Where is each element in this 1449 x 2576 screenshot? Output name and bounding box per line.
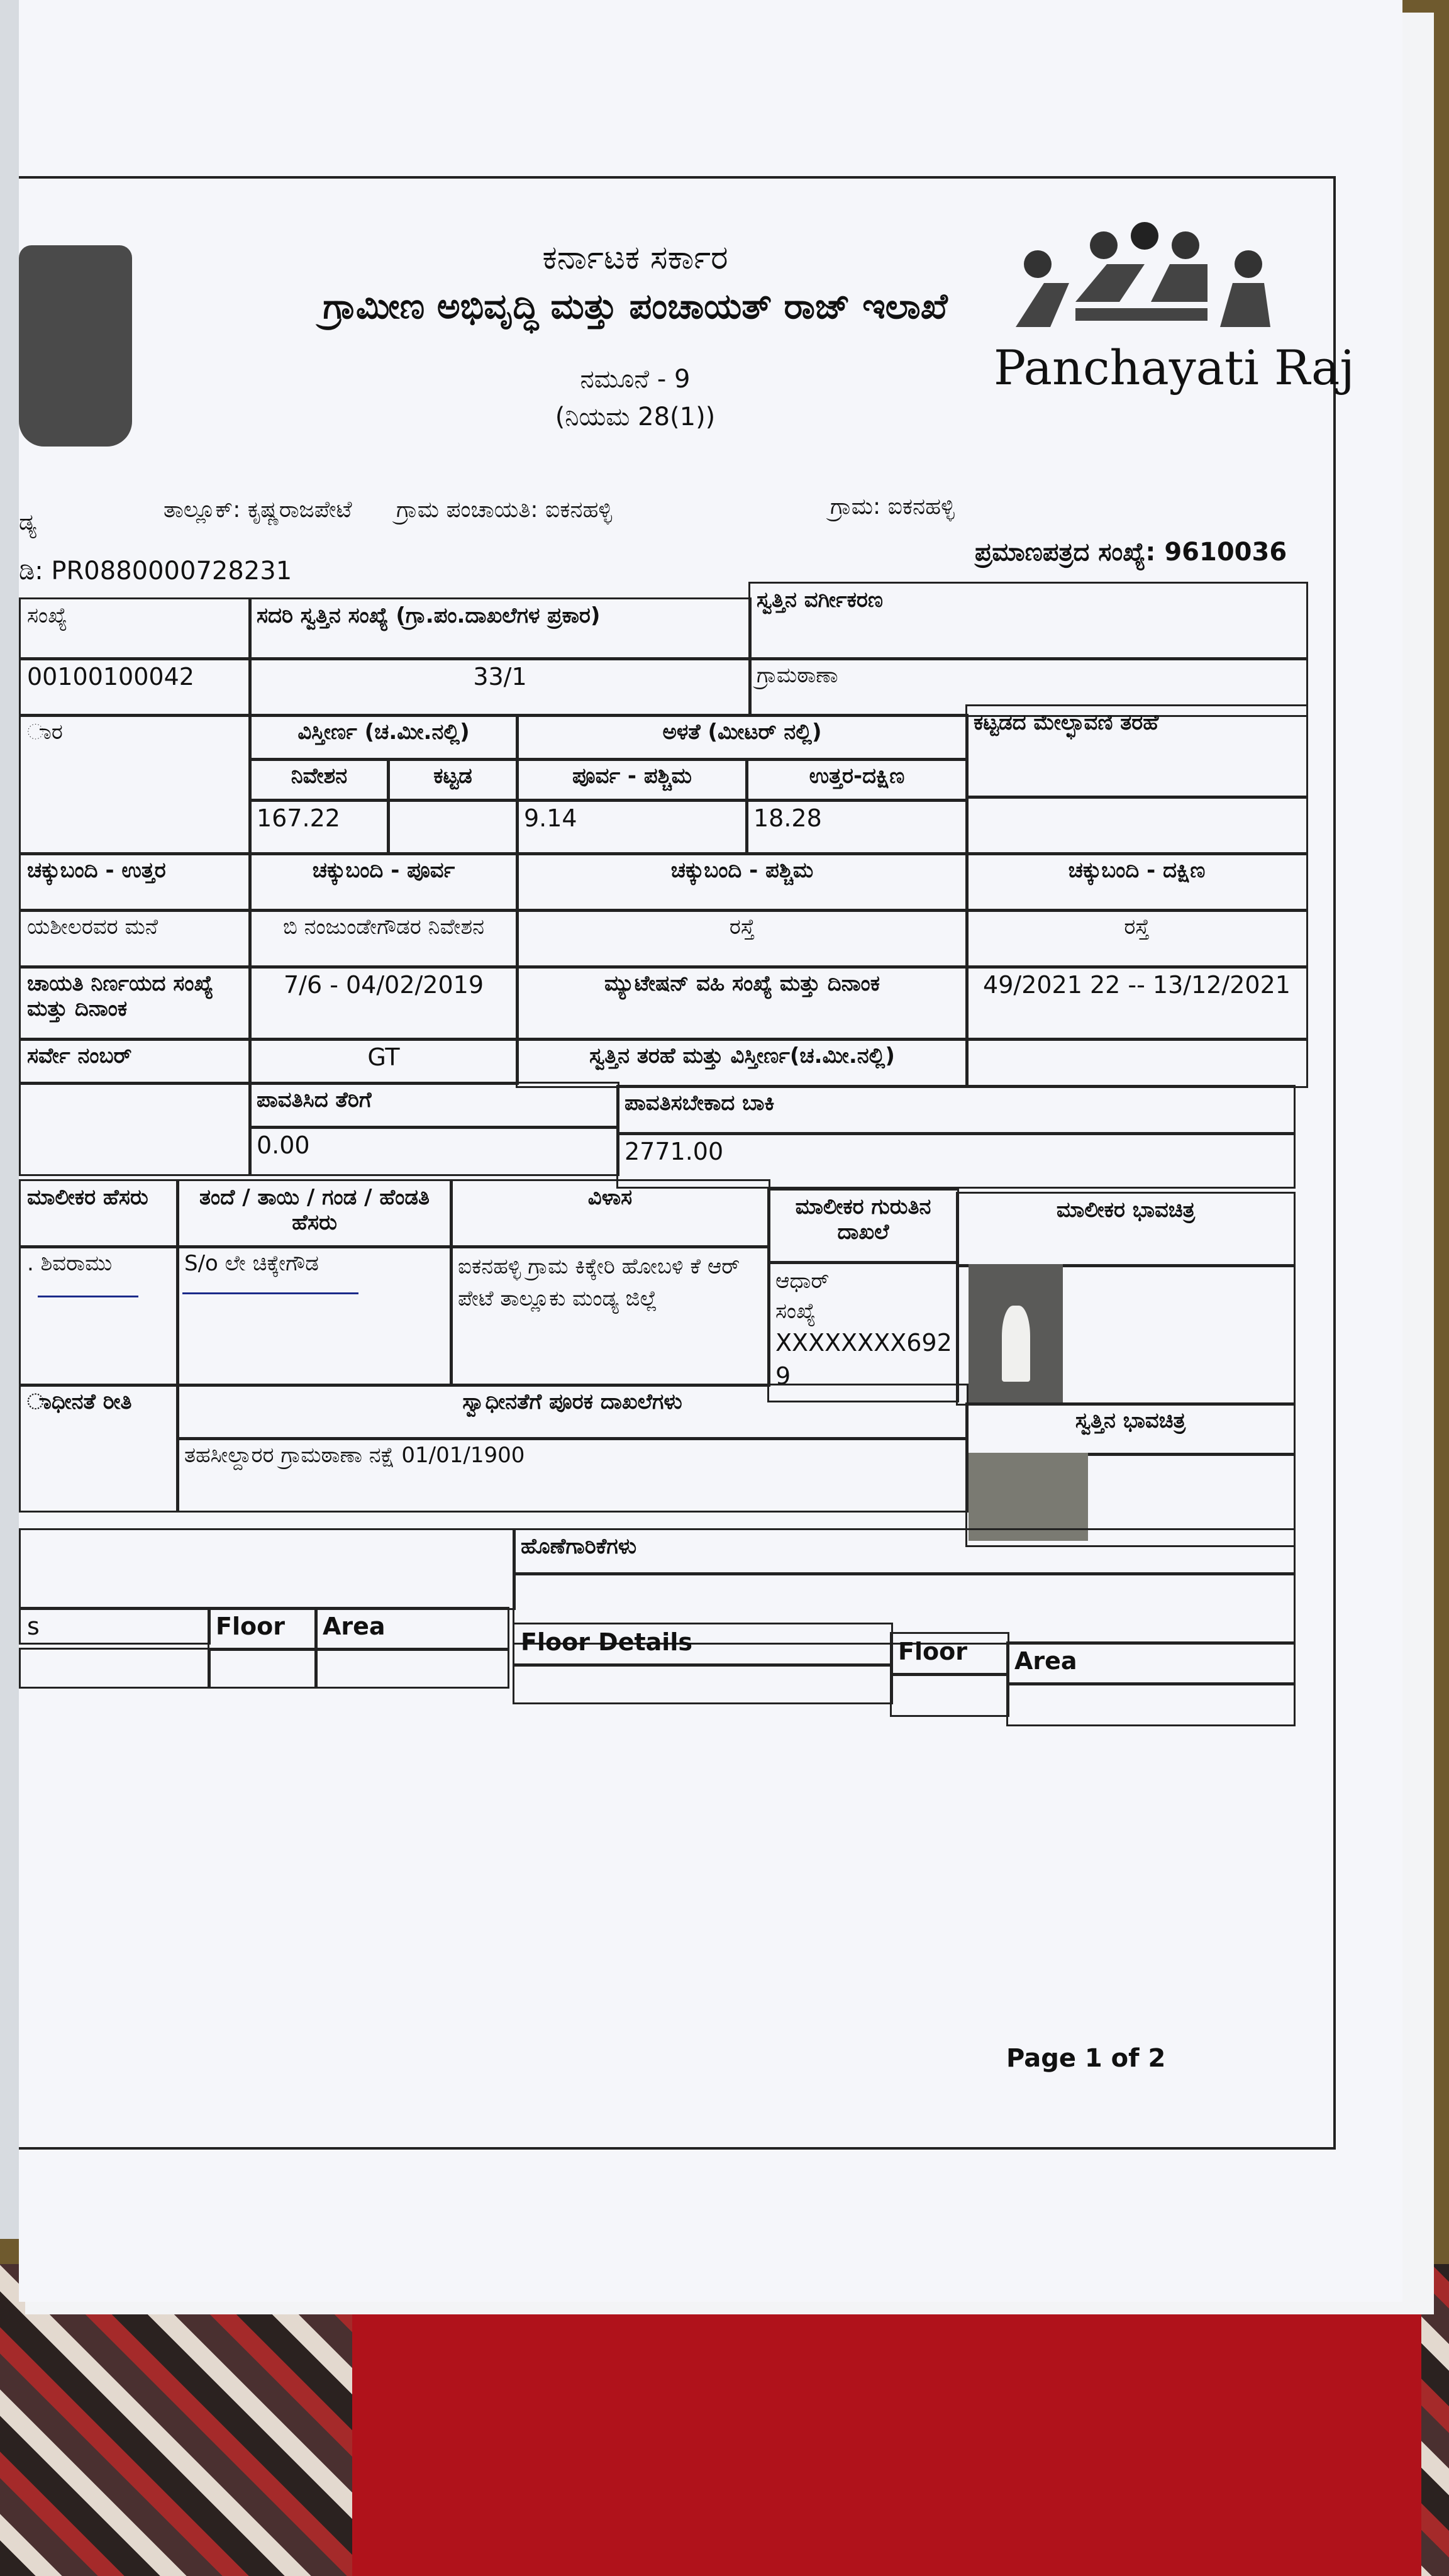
mutation-value: 49/2021 22 -- 13/12/2021 — [965, 965, 1308, 1041]
id-proof-sub: ಸಂಖ್ಯೆ — [775, 1298, 816, 1324]
boundary-west-value: ರಸ್ತೆ — [516, 909, 969, 969]
east-west-label: ಪೂರ್ವ - ಪಶ್ಚಿಮ — [516, 758, 748, 802]
resolution-label: ಚಾಯತಿ ನಿರ್ಣಯದ ಸಂಖ್ಯೆ ಮತ್ತು ದಿನಾಂಕ — [19, 965, 252, 1041]
property-id: ಡಿ: PR0880000728231 — [19, 557, 292, 586]
r3-left: ಾರ — [19, 714, 252, 855]
s-fragment: s — [19, 1607, 211, 1645]
certificate-number: ಪ್ರಮಾಣಪತ್ರದ ಸಂಖ್ಯೆ: 9610036 — [975, 538, 1287, 567]
liabilities-left — [19, 1528, 516, 1610]
tax-due-value: 2771.00 — [616, 1132, 1296, 1189]
north-south-value: 18.28 — [745, 799, 969, 855]
address-label: ವಿಳಾಸ — [450, 1179, 770, 1248]
roof-label: ಕಟ್ಟಡದ ಮೇಲ್ಛಾವಣಿ ತರಹೆ — [965, 704, 1308, 799]
father-name-value: S/o ಲೇ ಚಿಕ್ಕೇಗೌಡ — [176, 1245, 453, 1387]
owner-photo-label: ಮಾಲೀಕರ ಭಾವಚಿತ್ರ — [956, 1192, 1296, 1267]
resolution-value: 7/6 - 04/02/2019 — [248, 965, 519, 1041]
dept-title: ಗ್ರಾಮೀಣ ಅಭಿವೃದ್ಧಿ ಮತ್ತು ಪಂಚಾಯತ್ ರಾಜ್ ಇಲಾಖೆ — [323, 286, 948, 327]
tax-paid-value: 0.00 — [248, 1126, 619, 1176]
east-west-value: 9.14 — [516, 799, 748, 855]
dimension-label: ಅಳತೆ (ಮೀಟರ್ ನಲ್ಲಿ) — [516, 714, 969, 761]
prop-no-label: ಸದರಿ ಸ್ವತ್ತಿನ ಸಂಖ್ಯೆ (ಗ್ರಾ.ಪಂ.ದಾಖಲೆಗಳ ಪ್ರಕಾರ) — [248, 597, 752, 660]
liabilities-label: ಹೊಣೆಗಾರಿಕೆಗಳು — [513, 1528, 1296, 1575]
boundary-south-label: ಚಕ್ಕುಬಂದಿ - ದಕ್ಷಿಣ — [965, 852, 1308, 912]
father-name-label: ತಂದೆ / ತಾಯಿ / ಗಂಡ / ಹೆಂಡತಿ ಹೆಸರು — [176, 1179, 453, 1248]
area-header-2: Area — [1006, 1641, 1296, 1685]
site-area-value: 167.22 — [248, 799, 390, 855]
aadhaar-number-tail: 9 — [775, 1362, 791, 1391]
certificate-page — [19, 0, 1402, 2302]
owner-signature — [38, 1296, 138, 1297]
id-proof-value — [767, 1261, 959, 1402]
boundary-north-label: ಚಕ್ಕುಬಂದಿ - ಉತ್ತರ — [19, 852, 252, 912]
survey-label: ಸರ್ವೇ ನಂಬರ್ — [19, 1038, 252, 1085]
page-number: Page 1 of 2 — [1006, 2044, 1166, 2073]
floor-row-floor-2 — [890, 1673, 1009, 1717]
r1-left: ಸಂಖ್ಯೆ — [19, 597, 252, 660]
floor-row-area-2 — [1006, 1682, 1296, 1726]
village: ಗ್ರಾಮ: ಐಕನಹಳ್ಳಿ — [830, 494, 955, 519]
roof-value — [965, 796, 1308, 855]
tax-paid-label: ಪಾವತಿಸಿದ ತೆರಿಗೆ — [248, 1082, 619, 1129]
id-proof-label: ಮಾಲೀಕರ ಗುರುತಿನ ದಾಖಲೆ — [767, 1189, 959, 1264]
supporting-docs-value: ತಹಸೀಲ್ದಾರರ ಗ್ರಾಮಠಾಣಾ ನಕ್ಷೆ 01/01/1900 — [176, 1437, 969, 1513]
classification-value: ಗ್ರಾಮಠಾಣಾ — [748, 657, 1308, 717]
rule-number: (ನಿಯಮ 28(1)) — [555, 402, 716, 431]
class-label: ಸ್ವತ್ತಿನ ವರ್ಗೀಕರಣ — [748, 582, 1308, 660]
mutation-label: ಮ್ಯುಟೇಷನ್ ವಹಿ ಸಂಖ್ಯೆ ಮತ್ತು ದಿನಾಂಕ — [516, 965, 969, 1041]
aadhaar-number: XXXXXXXX692 — [775, 1329, 952, 1357]
owner-name-label: ಮಾಲೀಕರ ಹೆಸರು — [19, 1179, 179, 1248]
site-label: ನಿವೇಶನ — [248, 758, 390, 802]
boundary-east-value: ಬಿ ನಂಜುಂಡೇಗೌಡರ ನಿವೇಶನ — [248, 909, 519, 969]
property-code: 00100100042 — [19, 657, 252, 717]
property-type-value — [965, 1038, 1308, 1088]
panchayati-raj-title: Panchayati Raj — [994, 340, 1355, 396]
floor-row-area-1 — [314, 1648, 509, 1689]
property-photo — [969, 1453, 1088, 1541]
floor-row-floor-1 — [208, 1648, 318, 1689]
gov-title: ಕರ್ನಾಟಕ ಸರ್ಕಾರ — [542, 239, 728, 277]
acquisition-label: ಾಧೀನತೆ ರೀತಿ — [19, 1384, 179, 1513]
supporting-docs-label: ಸ್ವಾಧೀನತೆಗೆ ಪೂರಕ ದಾಖಲೆಗಳು — [176, 1384, 969, 1440]
district-fragment: ಡ್ಯ — [19, 509, 36, 535]
survey-value: GT — [248, 1038, 519, 1085]
floor-row-s — [19, 1648, 211, 1689]
property-photo-label: ಸ್ವತ್ತಿನ ಭಾವಚಿತ್ರ — [965, 1402, 1296, 1456]
owner-photo — [969, 1264, 1063, 1402]
taluk: ತಾಲ್ಲೂಕ್: ಕೃಷ್ಣರಾಜಪೇಟೆ — [164, 497, 352, 523]
tax-due-label: ಪಾವತಿಸಬೇಕಾದ ಬಾಕಿ — [616, 1085, 1296, 1135]
gram-panchayat: ಗ್ರಾಮ ಪಂಚಾಯತಿ: ಐಕನಹಳ್ಳಿ — [396, 497, 613, 523]
owner-name-value: . ಶಿವರಾಮು — [19, 1245, 179, 1387]
building-label: ಕಟ್ಟಡ — [387, 758, 519, 802]
building-area-value — [387, 799, 519, 855]
area-label: ವಿಸ್ತೀರ್ಣ (ಚ.ಮೀ.ನಲ್ಲಿ) — [248, 714, 519, 761]
father-signature — [182, 1292, 358, 1294]
boundary-south-value: ರಸ್ತೆ — [965, 909, 1308, 969]
floor-header-2: Floor — [890, 1632, 1009, 1676]
area-header-1: Area — [314, 1607, 509, 1651]
floor-details-row — [513, 1663, 893, 1704]
boundary-west-label: ಚಕ್ಕುಬಂದಿ - ಪಶ್ಚಿಮ — [516, 852, 969, 912]
property-number: 33/1 — [248, 657, 752, 717]
boundary-east-label: ಚಕ್ಕುಬಂದಿ - ಪೂರ್ವ — [248, 852, 519, 912]
id-proof-type: ಆಧಾರ್ — [775, 1269, 830, 1294]
address-value: ಐಕನಹಳ್ಳಿ ಗ್ರಾಮ ಕಿಕ್ಕೇರಿ ಹೋಬಳಿ ಕೆ ಆರ್ ಪೇಟೆ ತಾಲ್ಲೂಕು ಮಂಡ್ಯ ಜಿಲ್ಲೆ — [450, 1245, 770, 1387]
tax-row-left — [19, 1082, 252, 1176]
property-type-label: ಸ್ವತ್ತಿನ ತರಹೆ ಮತ್ತು ವಿಸ್ತೀರ್ಣ(ಚ.ಮೀ.ನಲ್ಲಿ) — [516, 1038, 969, 1088]
boundary-north-value: ಯಶೀಲರವರ ಮನೆ — [19, 909, 252, 969]
floor-details-header: Floor Details — [513, 1623, 893, 1667]
north-south-label: ಉತ್ತರ-ದಕ್ಷಿಣ — [745, 758, 969, 802]
floor-header-1: Floor — [208, 1607, 318, 1651]
form-number: ನಮೂನೆ - 9 — [580, 365, 691, 394]
